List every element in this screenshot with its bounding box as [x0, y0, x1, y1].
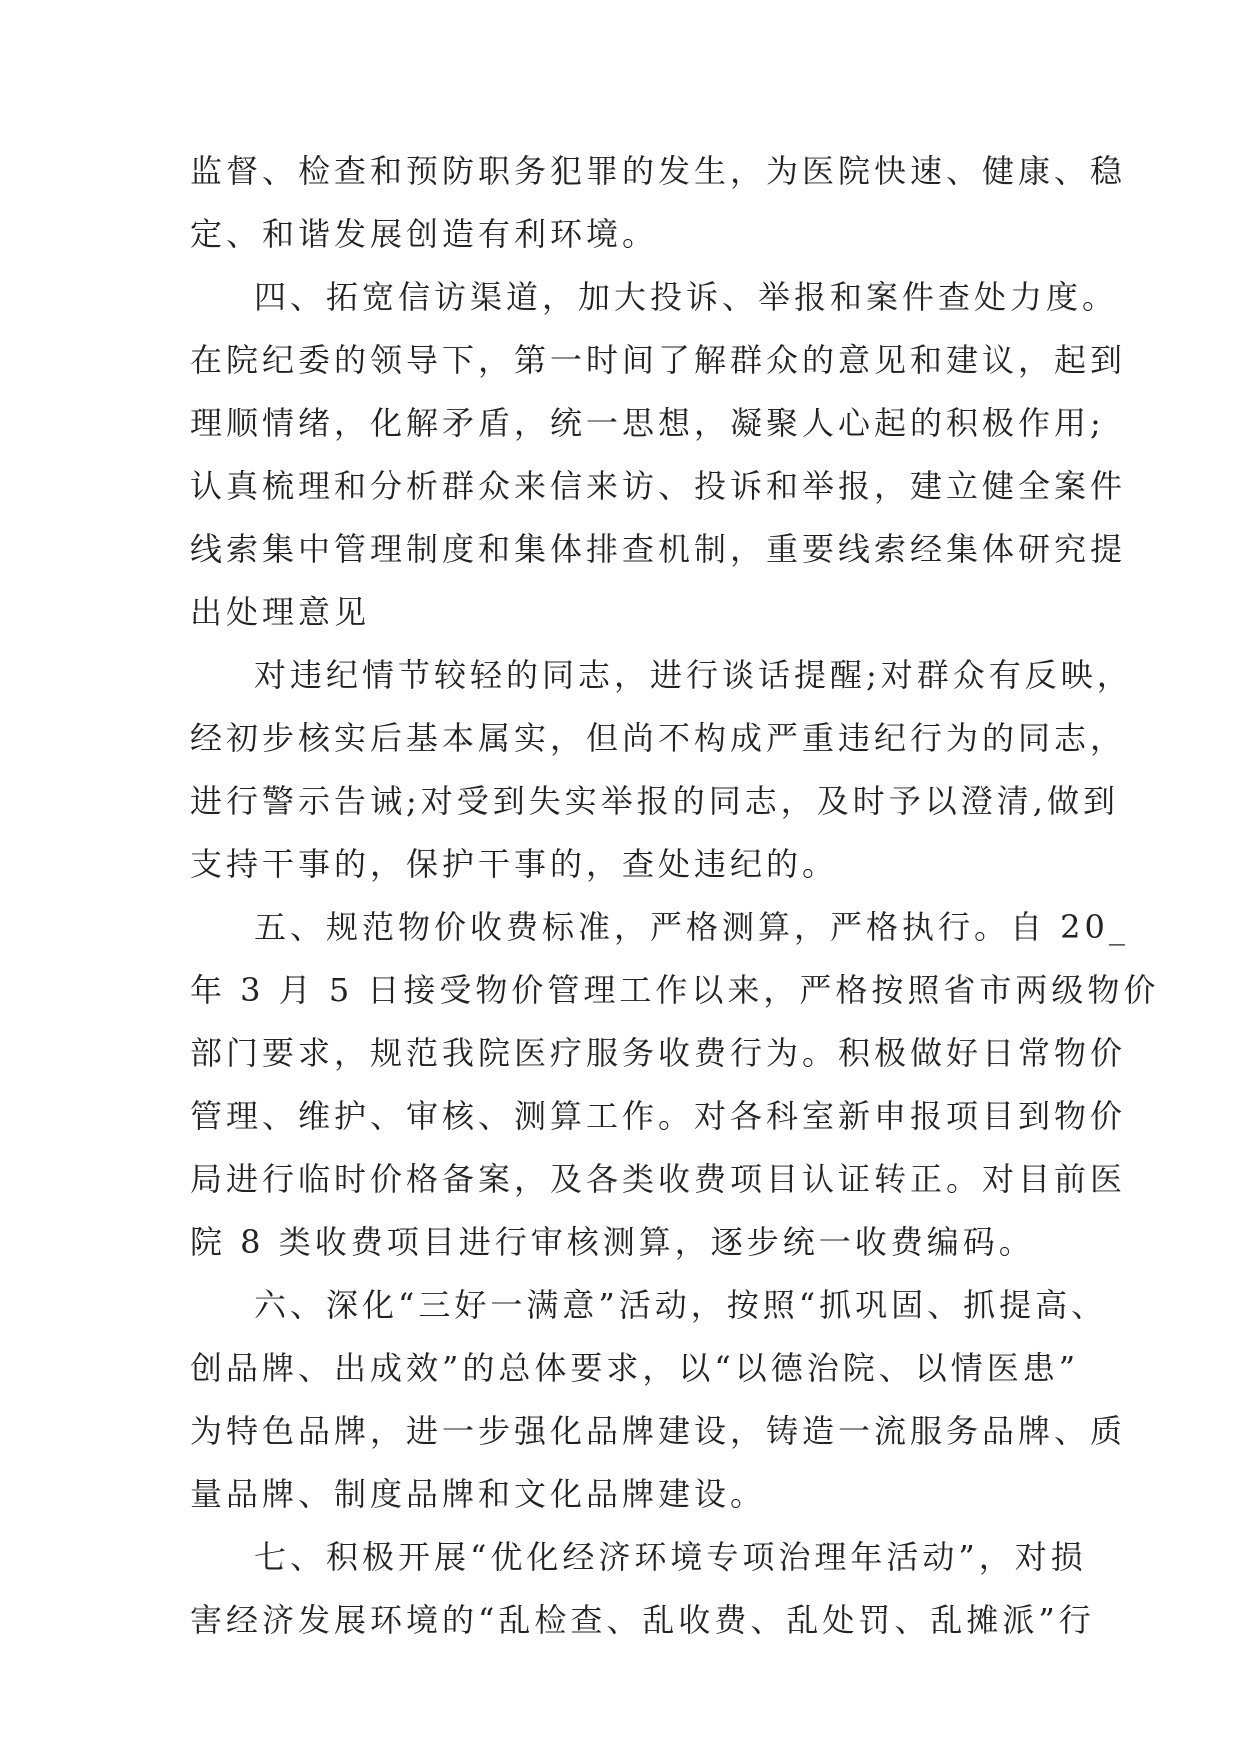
text-line: 支持干事的，保护干事的，查处违纪的。: [190, 845, 839, 883]
text-line: 理顺情绪，化解矛盾，统一思想，凝聚人心起的积极作用;: [190, 404, 1105, 442]
text-line: 量品牌、制度品牌和文化品牌建设。: [190, 1475, 767, 1513]
text-line: 七、积极开展“优化经济环境专项治理年活动”，对损: [254, 1538, 1087, 1576]
text-line: 四、拓宽信访渠道，加大投诉、举报和案件查处力度。: [254, 278, 1119, 316]
paragraph-2: [190, 266, 1127, 644]
text-line: 监督、检查和预防职务犯罪的发生，为医院快速、健康、稳: [190, 152, 1127, 190]
text-line: 经初步核实后基本属实，但尚不构成严重违纪行为的同志，: [190, 719, 1127, 757]
text-line: 年 3 月 5 日接受物价管理工作以来，严格按照省市两级物价: [190, 971, 1160, 1009]
paragraph-1: [190, 140, 1127, 266]
text-line: 局进行临时价格备案，及各类收费项目认证转正。对目前医: [190, 1160, 1127, 1198]
text-line: 为特色品牌，进一步强化品牌建设，铸造一流服务品牌、质: [190, 1412, 1127, 1450]
text-line: 部门要求，规范我院医疗服务收费行为。积极做好日常物价: [190, 1034, 1127, 1072]
text-line: 院 8 类收费项目进行审核测算，逐步统一收费编码。: [190, 1223, 1035, 1261]
paragraph-4: [190, 896, 1160, 1274]
text-line: 管理、维护、审核、测算工作。对各科室新申报项目到物价: [190, 1097, 1127, 1135]
text-line: 认真梳理和分析群众来信来访、投诉和举报，建立健全案件: [190, 467, 1127, 505]
text-line: 线索集中管理制度和集体排查机制，重要线索经集体研究提: [190, 530, 1127, 568]
text-line: 出处理意见: [190, 593, 371, 631]
text-line: 六、深化“三好一满意”活动，按照“抓巩固、抓提高、: [254, 1286, 1108, 1324]
text-line: 对违纪情节较轻的同志，进行谈话提醒;对群众有反映，: [254, 656, 1133, 694]
paragraph-5: [190, 1274, 1127, 1526]
text-line: 创品牌、出成效”的总体要求，以“以德治院、以情医患”: [190, 1349, 1080, 1387]
paragraph-3: [190, 644, 1133, 896]
text-line: 在院纪委的领导下，第一时间了解群众的意见和建议，起到: [190, 341, 1127, 379]
text-line: 害经济发展环境的“乱检查、乱收费、乱处罚、乱摊派”行: [190, 1601, 1095, 1639]
text-line: 进行警示告诫;对受到失实举报的同志，及时予以澄清,做到: [190, 782, 1119, 820]
text-line: 五、规范物价收费标准，严格测算，严格执行。自 20_: [254, 908, 1129, 946]
paragraph-6: [190, 1526, 1095, 1652]
document-page: [190, 140, 1160, 1652]
text-line: 定、和谐发展创造有利环境。: [190, 215, 659, 253]
